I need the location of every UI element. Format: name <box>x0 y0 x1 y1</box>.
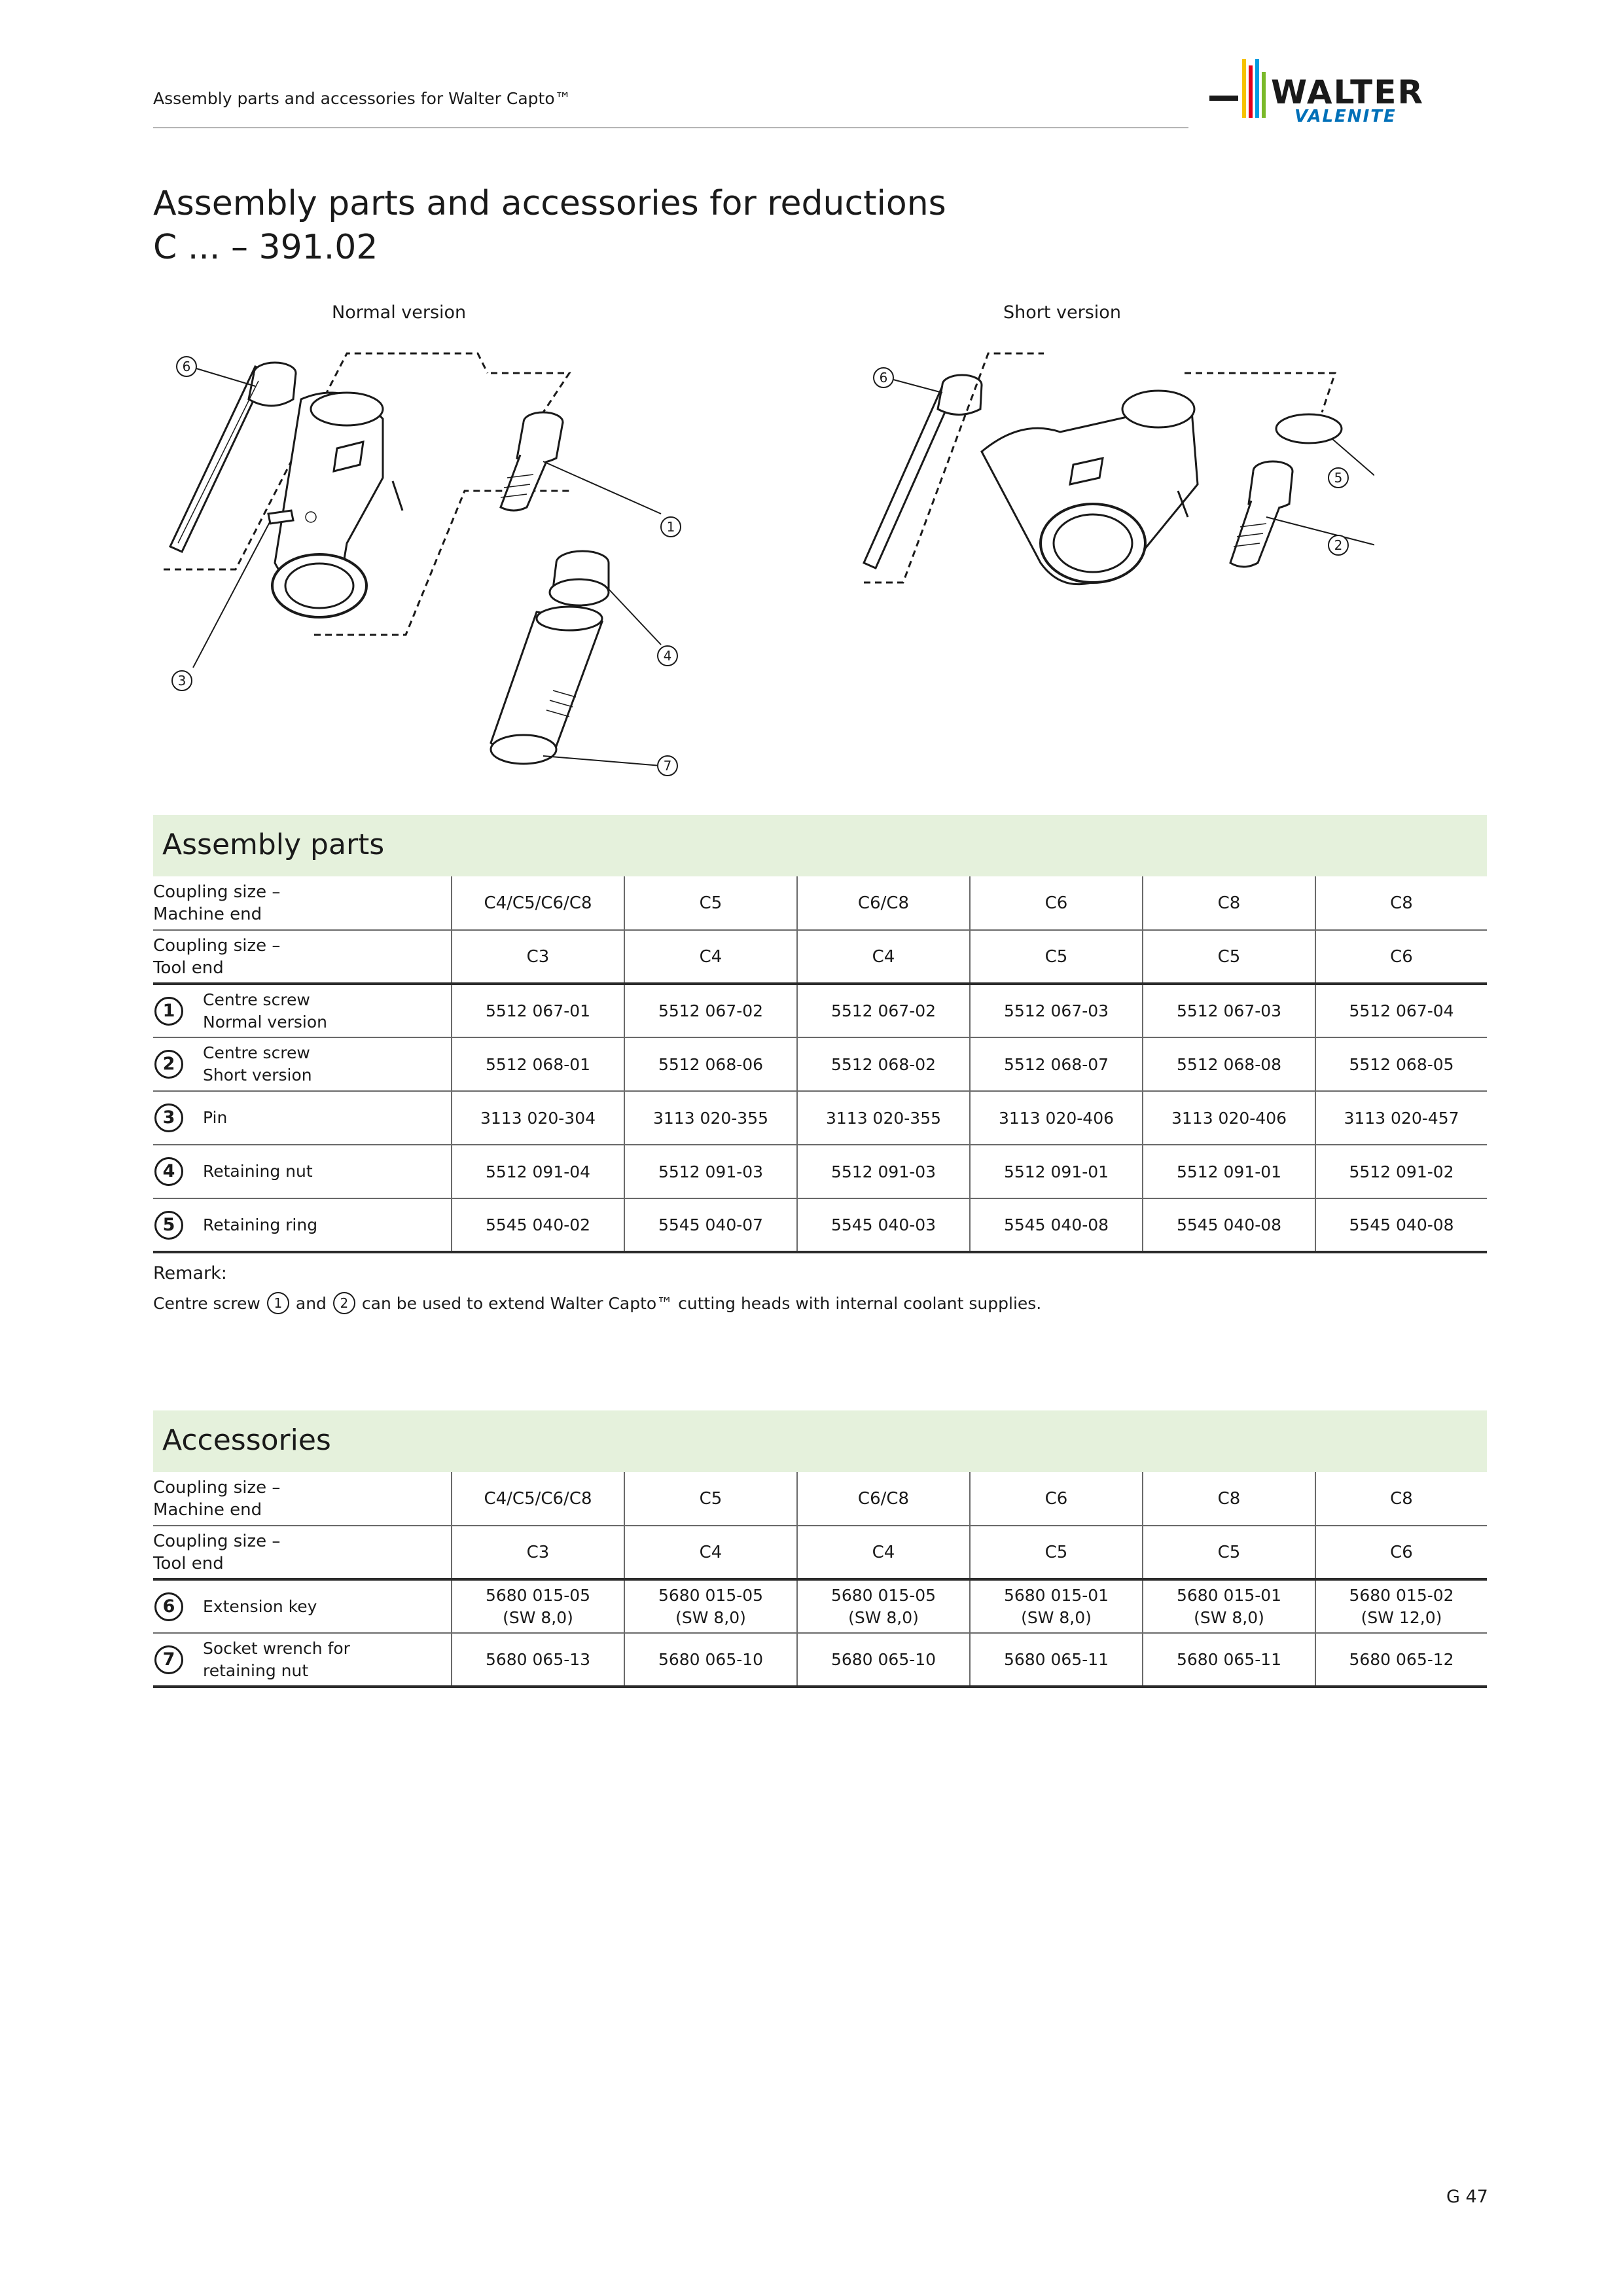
tool-end-label: Coupling size – Tool end <box>153 930 452 984</box>
table-row <box>153 1091 1487 1145</box>
callout-6 <box>177 357 255 386</box>
reduction-body-part <box>982 391 1198 584</box>
part-number-cell: 3113 020-406 <box>1143 1091 1315 1145</box>
table-row <box>153 1579 1487 1633</box>
part-number-cell: 3113 020-304 <box>452 1091 624 1145</box>
part-number-cell: 5512 091-01 <box>970 1145 1143 1198</box>
machine-end-cell: C8 <box>1315 876 1487 930</box>
reduction-body-part <box>272 393 402 617</box>
table-row <box>153 1145 1487 1198</box>
part-number-cell: 3113 020-406 <box>970 1091 1143 1145</box>
tool-end-cell: C4 <box>624 1526 797 1579</box>
tool-end-cell: C6 <box>1315 1526 1487 1579</box>
part-number-cell: 5512 067-01 <box>452 984 624 1037</box>
item-number-badge: 7 <box>154 1645 183 1674</box>
machine-end-cell: C6/C8 <box>797 876 970 930</box>
machine-end-cell: C6 <box>970 876 1143 930</box>
page-number: G 47 <box>1446 2187 1488 2207</box>
part-number-cell: 5545 040-08 <box>1315 1198 1487 1252</box>
part-number-cell: 5512 067-02 <box>624 984 797 1037</box>
centre-screw-part <box>501 412 661 514</box>
machine-end-cell: C8 <box>1143 876 1315 930</box>
callout-4 <box>658 646 677 666</box>
machine-end-cell: C6/C8 <box>797 1472 970 1526</box>
part-number-cell: 5512 068-05 <box>1315 1037 1487 1091</box>
part-number-cell: 5512 068-08 <box>1143 1037 1315 1091</box>
part-number-cell: 5512 068-06 <box>624 1037 797 1091</box>
svg-text:5: 5 <box>1334 470 1343 486</box>
part-number-cell: 5512 091-02 <box>1315 1145 1487 1198</box>
remark-suffix: can be used to extend Walter Capto™ cutting heads with internal coolant supplies. <box>361 1293 1042 1313</box>
machine-end-cell: C4/C5/C6/C8 <box>452 876 624 930</box>
tool-end-cell: C5 <box>970 1526 1143 1579</box>
tool-end-cell: C4 <box>797 930 970 984</box>
logo-line2: VALENITE <box>1294 107 1397 126</box>
part-number-cell: 5545 040-02 <box>452 1198 624 1252</box>
part-number-cell: 5545 040-07 <box>624 1198 797 1252</box>
table-row <box>153 984 1487 1037</box>
svg-text:7: 7 <box>663 758 672 774</box>
part-number-cell: 5680 065-10 <box>624 1633 797 1687</box>
part-name: Retaining ring <box>203 1215 318 1234</box>
callout-5 <box>1329 468 1348 488</box>
svg-text:6: 6 <box>879 370 888 386</box>
item-number-badge: 3 <box>154 1103 183 1132</box>
part-name: Pin <box>203 1108 228 1127</box>
part-number-cell: 5512 067-03 <box>1143 984 1315 1037</box>
item-number-badge: 2 <box>154 1050 183 1079</box>
part-name: Extension key <box>203 1596 317 1616</box>
tool-end-cell: C4 <box>624 930 797 984</box>
machine-end-label: Coupling size – Machine end <box>153 1472 452 1526</box>
page-title-line2: C ... – 391.02 <box>153 228 378 267</box>
tool-end-cell: C5 <box>1143 930 1315 984</box>
part-number-cell: 5512 068-07 <box>970 1037 1143 1091</box>
part-number-cell: 3113 020-355 <box>624 1091 797 1145</box>
part-name: Socket wrench for retaining nut <box>203 1638 350 1680</box>
part-number-cell: 5680 065-10 <box>797 1633 970 1687</box>
part-number-cell: 5545 040-08 <box>1143 1198 1315 1252</box>
table-row <box>153 1198 1487 1252</box>
tool-end-cell: C3 <box>452 930 624 984</box>
tool-end-cell: C6 <box>1315 930 1487 984</box>
part-number-cell: 3113 020-457 <box>1315 1091 1487 1145</box>
item-number-badge: 6 <box>154 1592 183 1621</box>
machine-end-cell: C8 <box>1315 1472 1487 1526</box>
machine-end-cell: C6 <box>970 1472 1143 1526</box>
part-number-cell: 5680 065-11 <box>970 1633 1143 1687</box>
part-name: Retaining nut <box>203 1162 313 1181</box>
part-number-cell: 5512 067-03 <box>970 984 1143 1037</box>
part-number-cell: 5545 040-08 <box>970 1198 1143 1252</box>
part-number-cell: 5680 015-05 (SW 8,0) <box>797 1579 970 1633</box>
accessories-heading: Accessories <box>162 1424 331 1457</box>
extension-key-part <box>864 375 982 568</box>
short-version-drawing <box>851 347 1374 609</box>
part-number-cell: 5680 065-13 <box>452 1633 624 1687</box>
machine-end-row <box>153 876 1487 930</box>
svg-text:4: 4 <box>663 648 672 664</box>
machine-end-cell: C5 <box>624 876 797 930</box>
callout-7 <box>658 756 677 776</box>
item-number-badge: 1 <box>154 997 183 1026</box>
item-number-badge: 2 <box>333 1292 355 1314</box>
callout-3 <box>172 671 192 691</box>
svg-text:2: 2 <box>1334 537 1343 553</box>
remark-label: Remark: <box>153 1263 227 1283</box>
part-name: Centre screw Normal version <box>203 990 327 1031</box>
accessories-heading-band <box>153 1410 1487 1472</box>
tool-end-row <box>153 930 1487 984</box>
machine-end-cell: C5 <box>624 1472 797 1526</box>
table-row <box>153 1037 1487 1091</box>
part-number-cell: 5680 065-12 <box>1315 1633 1487 1687</box>
item-number-badge: 5 <box>154 1211 183 1240</box>
centre-screw-part <box>1230 461 1374 567</box>
remark-prefix: Centre screw <box>153 1293 260 1313</box>
machine-end-label: Coupling size – Machine end <box>153 876 452 930</box>
part-number-cell: 5680 015-05 (SW 8,0) <box>452 1579 624 1633</box>
table-row <box>153 1633 1487 1687</box>
tool-end-cell: C5 <box>1143 1526 1315 1579</box>
normal-version-drawing <box>151 347 707 792</box>
remark-text <box>153 1292 1041 1314</box>
walter-valenite-logo <box>1209 56 1484 128</box>
item-number-badge: 1 <box>267 1292 289 1314</box>
part-number-cell: 5545 040-03 <box>797 1198 970 1252</box>
machine-end-cell: C8 <box>1143 1472 1315 1526</box>
callout-1 <box>661 517 681 537</box>
caption-short-version: Short version <box>1003 302 1121 323</box>
tool-end-row <box>153 1526 1487 1579</box>
part-number-cell: 5512 091-03 <box>624 1145 797 1198</box>
tool-end-cell: C3 <box>452 1526 624 1579</box>
part-number-cell: 5680 065-11 <box>1143 1633 1315 1687</box>
part-number-cell: 5512 067-02 <box>797 984 970 1037</box>
assembly-parts-heading: Assembly parts <box>162 828 385 861</box>
caption-normal-version: Normal version <box>332 302 467 323</box>
machine-end-row <box>153 1472 1487 1526</box>
part-number-cell: 5512 091-01 <box>1143 1145 1315 1198</box>
part-number-cell: 5680 015-01 (SW 8,0) <box>1143 1579 1315 1633</box>
part-number-cell: 5512 068-01 <box>452 1037 624 1091</box>
part-number-cell: 5680 015-05 (SW 8,0) <box>624 1579 797 1633</box>
part-number-cell: 5680 015-01 (SW 8,0) <box>970 1579 1143 1633</box>
machine-end-cell: C4/C5/C6/C8 <box>452 1472 624 1526</box>
running-header: Assembly parts and accessories for Walter Capto™ <box>153 89 571 108</box>
item-number-badge: 4 <box>154 1157 183 1186</box>
callout-6 <box>874 368 942 393</box>
svg-text:1: 1 <box>666 519 675 535</box>
socket-wrench-part <box>491 607 661 766</box>
part-number-cell: 5512 068-02 <box>797 1037 970 1091</box>
logo-line1: WALTER <box>1271 73 1424 111</box>
part-number-cell: 5512 091-03 <box>797 1145 970 1198</box>
part-number-cell: 3113 020-355 <box>797 1091 970 1145</box>
part-number-cell: 5512 091-04 <box>452 1145 624 1198</box>
assembly-parts-table <box>153 876 1487 1253</box>
remark-and: and <box>295 1293 327 1313</box>
tool-end-label: Coupling size – Tool end <box>153 1526 452 1579</box>
tool-end-cell: C5 <box>970 930 1143 984</box>
accessories-table <box>153 1472 1487 1688</box>
part-number-cell: 5512 067-04 <box>1315 984 1487 1037</box>
part-name: Centre screw Short version <box>203 1043 312 1085</box>
assembly-parts-heading-band <box>153 815 1487 876</box>
part-number-cell: 5680 015-02 (SW 12,0) <box>1315 1579 1487 1633</box>
svg-text:3: 3 <box>177 673 187 689</box>
page-title <box>153 182 946 270</box>
svg-text:6: 6 <box>182 359 191 374</box>
callout-2 <box>1329 535 1348 555</box>
header-rule <box>153 127 1188 128</box>
page-title-line1: Assembly parts and accessories for reductions <box>153 184 946 223</box>
tool-end-cell: C4 <box>797 1526 970 1579</box>
